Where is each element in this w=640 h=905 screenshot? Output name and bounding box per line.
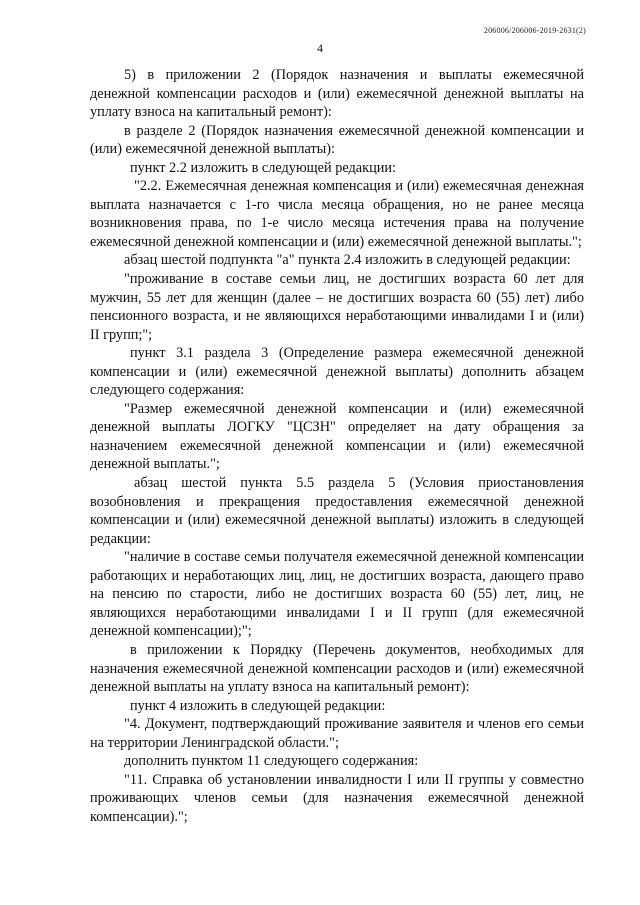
document-id: 206006/206006-2019-2631(2): [483, 26, 586, 35]
document-body: [90, 66, 584, 826]
paragraph-item-3-1-text: "Размер ежемесячной денежной компенсации и (или) ежемесячной денежной выплаты ЛОГКУ "ЦСЗН" определяет на дату обращения за назначением ежемесячной денежной компенсации и (или) ежемесячной денежной выплаты.";: [90, 400, 584, 473]
paragraph-item-5-5-text: "наличие в составе семьи получателя ежемесячной денежной компенсации работающих и неработающих лиц, лиц, не достигших возраста, дающего право на пенсию по старости, либо не достигших возраста 60 (55) лет, лиц, не являющихся неработающими инвалидами I и II групп (для ежемесячной денежной компенсации);";: [90, 549, 584, 640]
paragraph-item-4-text: "4. Документ, подтверждающий проживание заявителя и членов его семьи на территории Ленинградской области.";: [90, 716, 584, 751]
paragraph-item-3-1-intro: пункт 3.1 раздела 3 (Определение размера ежемесячной денежной компенсации и (или) ежемесячной денежной выплаты) дополнить абзацем следующего содержания:: [90, 345, 584, 399]
page-number: 4: [317, 41, 323, 55]
paragraph-item-5-5-intro: абзац шестой пункта 5.5 раздела 5 (Условия приостановления возобновления и прекращения предоставления ежемесячной денежной компенсации и (или) ежемесячной денежной выплаты) изложить в следующей редакции:: [90, 475, 584, 547]
paragraph-item-4-intro: пункт 4 изложить в следующей редакции:: [130, 697, 386, 714]
paragraph-item-2-4-text: "проживание в составе семьи лиц, не достигших возраста 60 лет для мужчин, 55 лет для женщин (далее – не достигших возраста 60 (55) лет) либо пенсионного возраста, и не являющихся неработающими инвалидами I и (или) II групп;";: [90, 271, 584, 343]
paragraph-item-11-text: "11. Справка об установлении инвалидности I или II группы у совместно проживающих членов семьи (для назначения ежемесячной денежной компенсации).";: [90, 771, 584, 825]
paragraph-item-2-2-intro: пункт 2.2 изложить в следующей редакции:: [130, 159, 397, 176]
paragraph-appendix-intro: в приложении к Порядку (Перечень документов, необходимых для назначения ежемесячной денежной компенсации расходов и (или) ежемесячной денежной выплаты на уплату взноса на капитальный ремонт):: [90, 641, 584, 696]
paragraph-amendment-5: 5) в приложении 2 (Порядок назначения и выплаты ежемесячной денежной компенсации расходов и (или) ежемесячной денежной выплаты на уплату взноса на капитальный ремонт):: [90, 67, 584, 121]
paragraph-item-2-2-text: "2.2. Ежемесячная денежная компенсация и (или) ежемесячная денежная выплата назначается с 1-го числа месяца обращения, но не ранее месяца возникновения права, по 1-е число месяца истечения права на получение ежемесячной денежной компенсации и (или) ежемесячной денежной выплаты.";: [90, 178, 584, 250]
paragraph-item-11-intro: дополнить пунктом 11 следующего содержания:: [124, 753, 419, 770]
paragraph-section-2: в разделе 2 (Порядок назначения ежемесячной денежной компенсации и (или) ежемесячной денежной выплаты):: [90, 122, 584, 158]
paragraph-item-2-4-intro: абзац шестой подпункта "а" пункта 2.4 изложить в следующей редакции:: [124, 252, 571, 269]
